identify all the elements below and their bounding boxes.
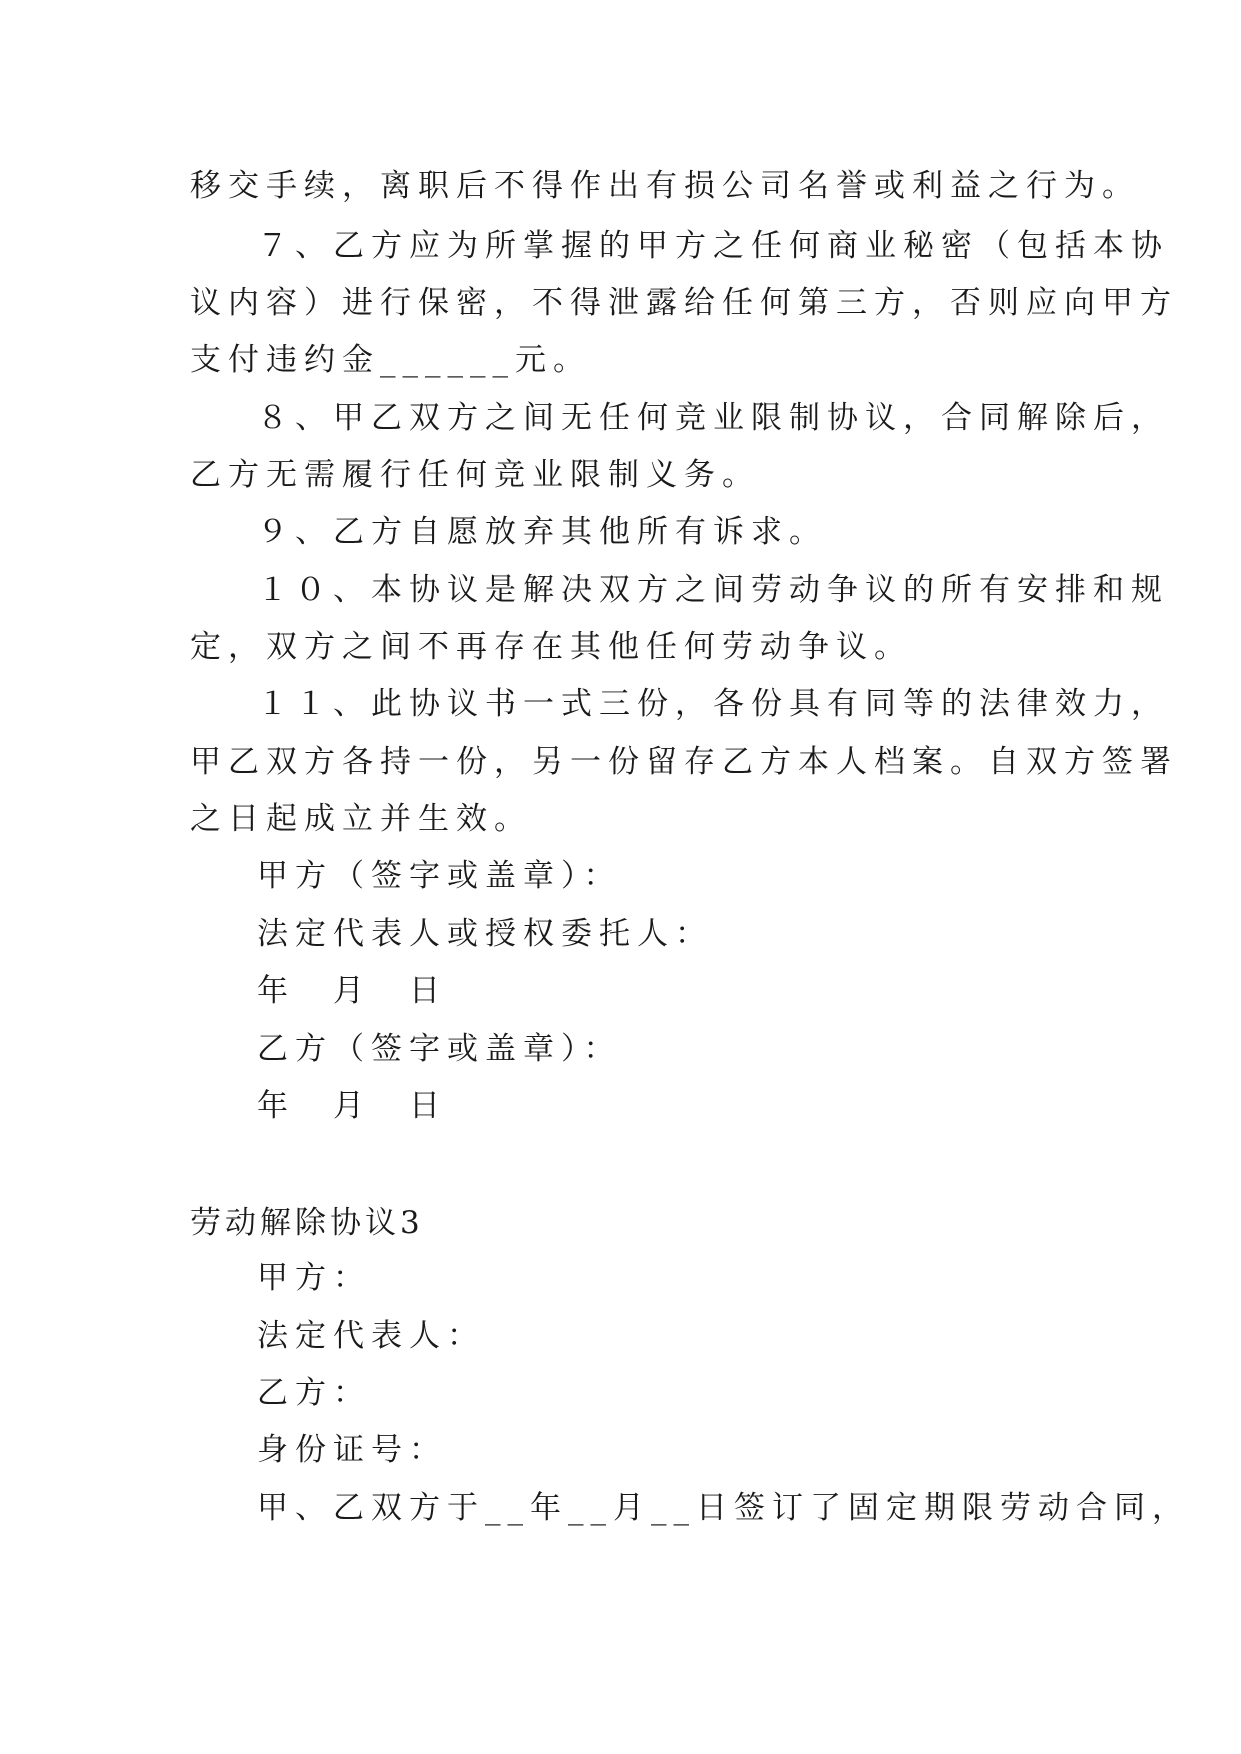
paragraph-line: 支付违约金______元。 bbox=[190, 342, 591, 378]
legal-representative-line: 法定代表人： bbox=[257, 1318, 485, 1354]
party-a-line: 甲方： bbox=[257, 1260, 371, 1296]
clause-7-line: ７、乙方应为所掌握的甲方之任何商业秘密（包括本协 bbox=[257, 228, 1169, 264]
date-line: 年 月 日 bbox=[257, 973, 447, 1009]
clause-10-line: １０、本协议是解决双方之间劳动争议的所有安排和规 bbox=[257, 572, 1169, 608]
clause-9-line: ９、乙方自愿放弃其他所有诉求。 bbox=[257, 514, 827, 550]
date-line: 年 月 日 bbox=[257, 1088, 447, 1124]
paragraph-line: 甲乙双方各持一份，另一份留存乙方本人档案。自双方签署 bbox=[190, 744, 1178, 780]
party-b-line: 乙方： bbox=[257, 1375, 371, 1411]
paragraph-line: 乙方无需履行任何竞业限制义务。 bbox=[190, 457, 760, 493]
legal-representative-line: 法定代表人或授权委托人： bbox=[257, 916, 713, 952]
party-a-signature-line: 甲方（签字或盖章）： bbox=[257, 858, 622, 894]
clause-11-line: １１、此协议书一式三份，各份具有同等的法律效力， bbox=[257, 686, 1169, 722]
clause-8-line: ８、甲乙双方之间无任何竞业限制协议，合同解除后， bbox=[257, 400, 1169, 436]
paragraph-line: 之日起成立并生效。 bbox=[190, 801, 532, 837]
section-title: 劳动解除协议3 bbox=[190, 1205, 424, 1241]
id-number-line: 身份证号： bbox=[257, 1432, 447, 1468]
contract-date-line: 甲、乙双方于__年__月__日签订了固定期限劳动合同， bbox=[257, 1490, 1190, 1526]
party-b-signature-line: 乙方（签字或盖章）： bbox=[257, 1031, 622, 1067]
paragraph-line: 移交手续，离职后不得作出有损公司名誉或利益之行为。 bbox=[190, 168, 1140, 204]
paragraph-line: 议内容）进行保密，不得泄露给任何第三方，否则应向甲方 bbox=[190, 285, 1178, 321]
paragraph-line: 定，双方之间不再存在其他任何劳动争议。 bbox=[190, 629, 912, 665]
